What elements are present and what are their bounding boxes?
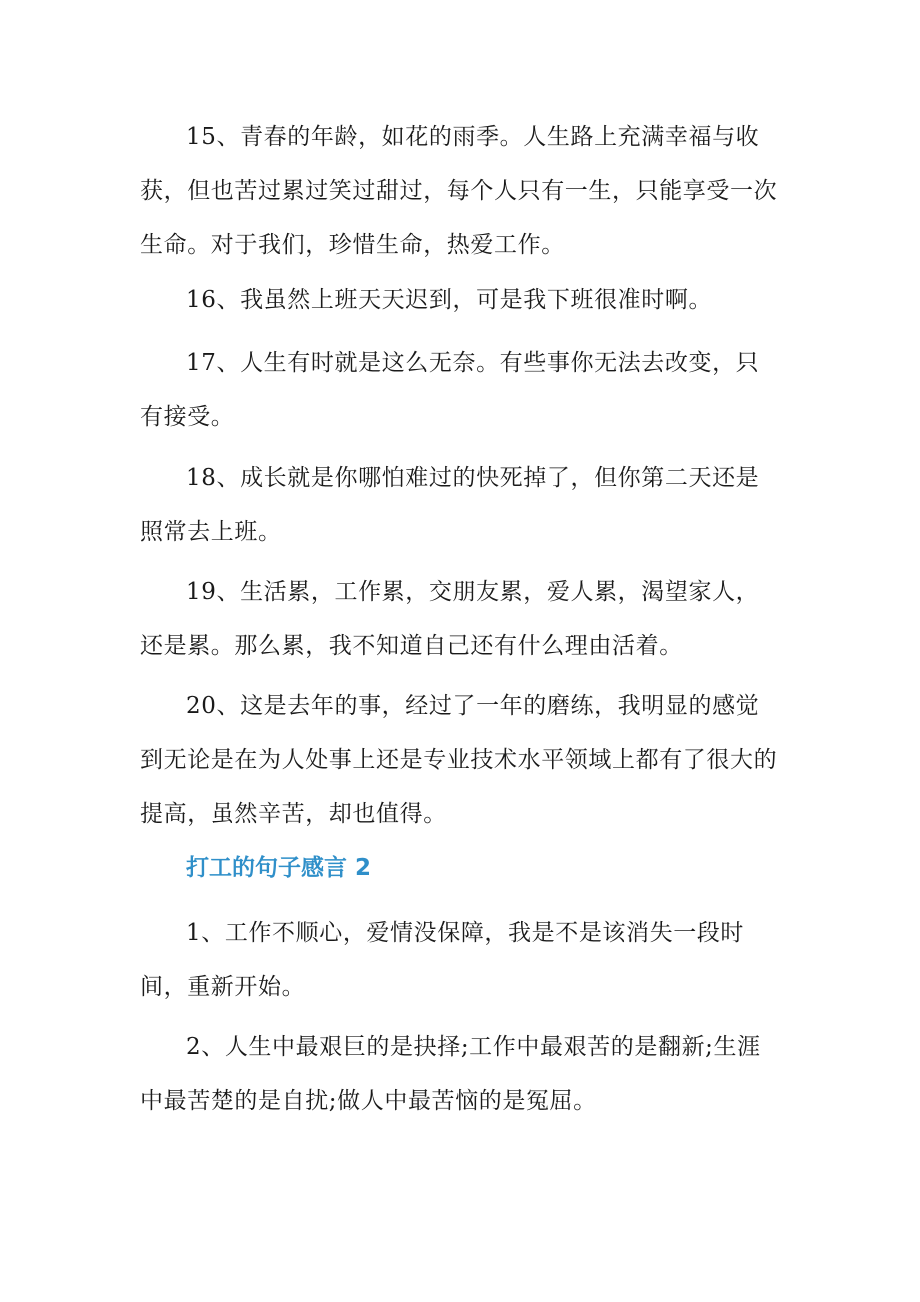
item-number: 15: [186, 124, 217, 150]
item-text: 、工作不顺心，爱情没保障，我是不是该消失一段时间，重新开始。: [140, 920, 745, 1000]
item-text: 、这是去年的事，经过了一年的磨练，我明显的感觉到无论是在为人处事上还是专业技术水平领域上都有了很大的提高，虽然辛苦，却也值得。: [140, 693, 778, 827]
paragraph-2: [140, 1020, 780, 1128]
item-number: 1: [186, 920, 202, 946]
item-text: 、生活累，工作累，交朋友累，爱人累，渴望家人，还是累。那么累，我不知道自己还有什么理由活着。: [140, 579, 760, 659]
item-text: 、成长就是你哪怕难过的快死掉了，但你第二天还是照常去上班。: [140, 465, 760, 545]
item-number: 16: [186, 287, 217, 313]
paragraph-15: [140, 110, 780, 272]
item-number: 2: [186, 1034, 202, 1060]
item-text: 、我虽然上班天天迟到，可是我下班很准时啊。: [216, 287, 713, 313]
paragraph-18: [140, 451, 780, 559]
item-number: 18: [186, 465, 217, 491]
paragraph-17: [140, 336, 780, 444]
item-number: 20: [186, 693, 217, 719]
paragraph-19: [140, 565, 780, 673]
item-text: 、人生有时就是这么无奈。有些事你无法去改变，只有接受。: [140, 350, 760, 430]
section-heading: 打工的句子感言 2: [186, 855, 372, 881]
item-text: 、人生中最艰巨的是抉择;工作中最艰苦的是翻新;生涯中最苦楚的是自扰;做人中最苦恼的是冤屈。: [140, 1034, 761, 1114]
item-number: 19: [186, 579, 217, 605]
paragraph-16: [140, 273, 780, 327]
item-number: 17: [186, 350, 217, 376]
item-text: 、青春的年龄，如花的雨季。人生路上充满幸福与收获，但也苦过累过笑过甜过，每个人只有一生，只能享受一次生命。对于我们，珍惜生命，热爱工作。: [140, 124, 778, 258]
paragraph-1: [140, 906, 780, 1014]
paragraph-20: [140, 679, 780, 841]
